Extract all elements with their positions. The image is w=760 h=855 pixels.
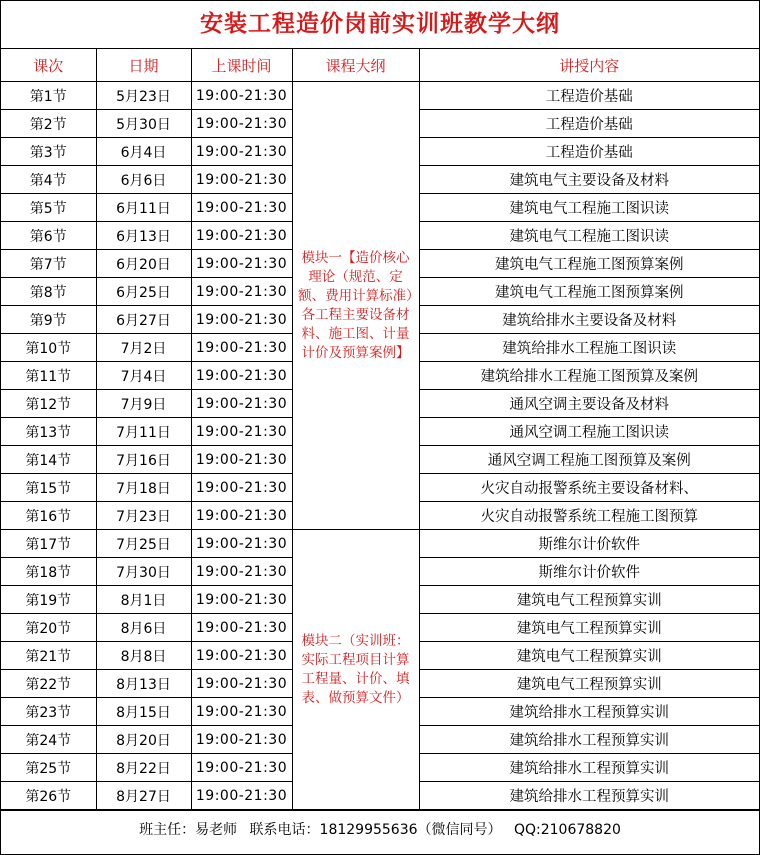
content-cell: 通风空调工程施工图识读	[419, 418, 759, 446]
date-cell: 6月13日	[96, 222, 191, 250]
date-cell: 5月23日	[96, 82, 191, 110]
lesson-cell: 第8节	[1, 278, 96, 306]
time-cell: 19:00-21:30	[191, 390, 292, 418]
lesson-cell: 第3节	[1, 138, 96, 166]
lesson-cell: 第10节	[1, 334, 96, 362]
contact-qq: QQ:210678820	[513, 822, 621, 838]
date-cell: 8月1日	[96, 586, 191, 614]
lesson-cell: 第2节	[1, 110, 96, 138]
time-cell: 19:00-21:30	[191, 698, 292, 726]
date-cell: 7月11日	[96, 418, 191, 446]
date-cell: 8月15日	[96, 698, 191, 726]
content-cell: 建筑电气工程施工图预算案例	[419, 278, 759, 306]
module-1-cell: 模块一【造价核心理论（规范、定额、费用计算标准）各工程主要设备材料、施工图、计量计价及预算案例】	[292, 82, 419, 530]
lesson-cell: 第23节	[1, 698, 96, 726]
teacher-name: 班主任：易老师	[139, 822, 238, 838]
content-cell: 建筑电气工程施工图预算案例	[419, 250, 759, 278]
lesson-cell: 第9节	[1, 306, 96, 334]
lesson-cell: 第11节	[1, 362, 96, 390]
time-cell: 19:00-21:30	[191, 194, 292, 222]
date-cell: 7月18日	[96, 474, 191, 502]
contact-phone: 联系电话：18129955636（微信同号）	[249, 822, 502, 838]
content-cell: 建筑电气主要设备及材料	[419, 166, 759, 194]
date-cell: 6月20日	[96, 250, 191, 278]
lesson-cell: 第15节	[1, 474, 96, 502]
content-cell: 建筑给排水工程预算实训	[419, 726, 759, 754]
syllabus-table-body	[1, 49, 759, 810]
content-cell: 建筑给排水工程施工图预算及案例	[419, 362, 759, 390]
content-cell: 建筑给排水主要设备及材料	[419, 306, 759, 334]
time-cell: 19:00-21:30	[191, 614, 292, 642]
lesson-cell: 第6节	[1, 222, 96, 250]
date-cell: 7月2日	[96, 334, 191, 362]
table-row	[1, 530, 759, 558]
time-cell: 19:00-21:30	[191, 278, 292, 306]
lesson-cell: 第21节	[1, 642, 96, 670]
lesson-cell: 第20节	[1, 614, 96, 642]
table-row	[1, 82, 759, 110]
time-cell: 19:00-21:30	[191, 474, 292, 502]
date-cell: 6月4日	[96, 138, 191, 166]
content-cell: 建筑电气工程预算实训	[419, 670, 759, 698]
content-cell: 建筑电气工程施工图识读	[419, 194, 759, 222]
date-cell: 6月11日	[96, 194, 191, 222]
header-content: 讲授内容	[419, 49, 759, 82]
date-cell: 6月25日	[96, 278, 191, 306]
content-cell: 建筑电气工程预算实训	[419, 642, 759, 670]
content-cell: 火灾自动报警系统工程施工图预算	[419, 502, 759, 530]
content-cell: 火灾自动报警系统主要设备材料、	[419, 474, 759, 502]
date-cell: 8月6日	[96, 614, 191, 642]
lesson-cell: 第12节	[1, 390, 96, 418]
date-cell: 7月23日	[96, 502, 191, 530]
content-cell: 建筑电气工程预算实训	[419, 614, 759, 642]
header-date: 日期	[96, 49, 191, 82]
content-cell: 建筑给排水工程预算实训	[419, 782, 759, 810]
content-cell: 斯维尔计价软件	[419, 530, 759, 558]
content-cell: 建筑给排水工程预算实训	[419, 754, 759, 782]
content-cell: 建筑给排水工程预算实训	[419, 698, 759, 726]
time-cell: 19:00-21:30	[191, 250, 292, 278]
lesson-cell: 第14节	[1, 446, 96, 474]
lesson-cell: 第26节	[1, 782, 96, 810]
lesson-cell: 第5节	[1, 194, 96, 222]
time-cell: 19:00-21:30	[191, 754, 292, 782]
content-cell: 工程造价基础	[419, 82, 759, 110]
date-cell: 7月4日	[96, 362, 191, 390]
content-cell: 建筑电气工程预算实训	[419, 586, 759, 614]
date-cell: 8月13日	[96, 670, 191, 698]
time-cell: 19:00-21:30	[191, 670, 292, 698]
time-cell: 19:00-21:30	[191, 446, 292, 474]
module-2-cell: 模块二（实训班：实际工程项目计算工程量、计价、填表、做预算文件）	[292, 530, 419, 810]
lesson-cell: 第22节	[1, 670, 96, 698]
lesson-cell: 第7节	[1, 250, 96, 278]
lesson-cell: 第16节	[1, 502, 96, 530]
time-cell: 19:00-21:30	[191, 334, 292, 362]
time-cell: 19:00-21:30	[191, 110, 292, 138]
time-cell: 19:00-21:30	[191, 362, 292, 390]
content-cell: 通风空调主要设备及材料	[419, 390, 759, 418]
content-cell: 建筑给排水工程施工图识读	[419, 334, 759, 362]
date-cell: 6月27日	[96, 306, 191, 334]
page-title: 安装工程造价岗前实训班教学大纲	[1, 1, 759, 49]
content-cell: 建筑电气工程施工图识读	[419, 222, 759, 250]
content-cell: 工程造价基础	[419, 138, 759, 166]
content-cell: 斯维尔计价软件	[419, 558, 759, 586]
time-cell: 19:00-21:30	[191, 726, 292, 754]
content-cell: 通风空调工程施工图预算及案例	[419, 446, 759, 474]
lesson-cell: 第25节	[1, 754, 96, 782]
lesson-cell: 第24节	[1, 726, 96, 754]
date-cell: 7月16日	[96, 446, 191, 474]
time-cell: 19:00-21:30	[191, 306, 292, 334]
time-cell: 19:00-21:30	[191, 530, 292, 558]
time-cell: 19:00-21:30	[191, 782, 292, 810]
date-cell: 7月30日	[96, 558, 191, 586]
contact-footer	[1, 810, 759, 849]
lesson-cell: 第18节	[1, 558, 96, 586]
time-cell: 19:00-21:30	[191, 138, 292, 166]
time-cell: 19:00-21:30	[191, 642, 292, 670]
table-header-row	[1, 49, 759, 82]
time-cell: 19:00-21:30	[191, 222, 292, 250]
time-cell: 19:00-21:30	[191, 586, 292, 614]
date-cell: 5月30日	[96, 110, 191, 138]
date-cell: 8月20日	[96, 726, 191, 754]
lesson-cell: 第1节	[1, 82, 96, 110]
date-cell: 7月9日	[96, 390, 191, 418]
time-cell: 19:00-21:30	[191, 502, 292, 530]
content-cell: 工程造价基础	[419, 110, 759, 138]
lesson-cell: 第13节	[1, 418, 96, 446]
lesson-cell: 第19节	[1, 586, 96, 614]
date-cell: 7月25日	[96, 530, 191, 558]
date-cell: 8月8日	[96, 642, 191, 670]
lesson-cell: 第17节	[1, 530, 96, 558]
header-lesson: 课次	[1, 49, 96, 82]
header-outline: 课程大纲	[292, 49, 419, 82]
date-cell: 8月27日	[96, 782, 191, 810]
time-cell: 19:00-21:30	[191, 558, 292, 586]
time-cell: 19:00-21:30	[191, 82, 292, 110]
date-cell: 6月6日	[96, 166, 191, 194]
lesson-cell: 第4节	[1, 166, 96, 194]
syllabus-table	[1, 49, 759, 810]
time-cell: 19:00-21:30	[191, 166, 292, 194]
time-cell: 19:00-21:30	[191, 418, 292, 446]
date-cell: 8月22日	[96, 754, 191, 782]
header-time: 上课时间	[191, 49, 292, 82]
